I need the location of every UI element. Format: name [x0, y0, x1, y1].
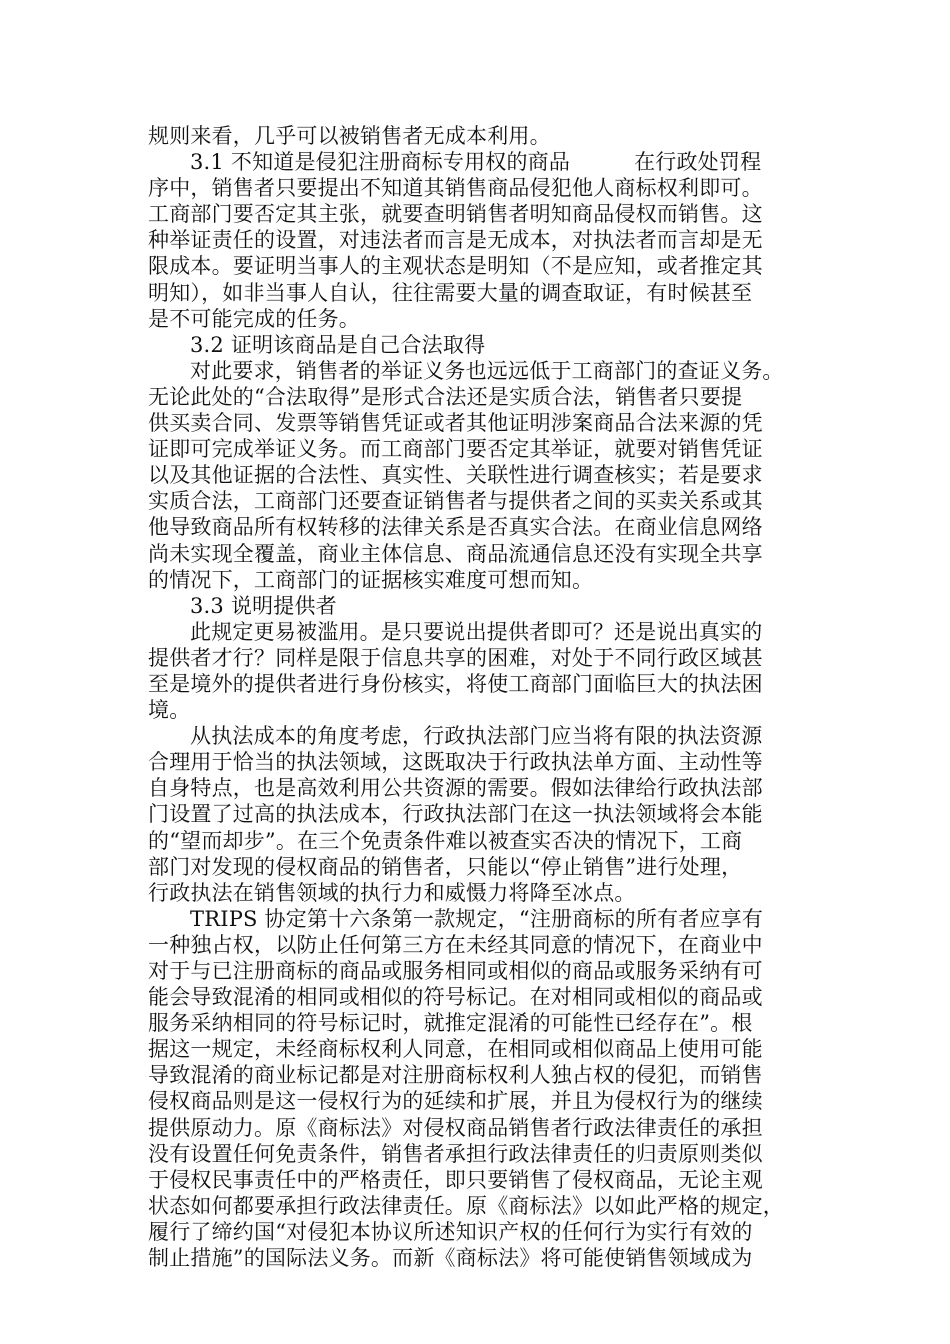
text-line: 他导致商品所有权转移的法律关系是否真实合法。在商业信息网络	[148, 515, 763, 540]
text-line: 据这一规定，未经商标权利人同意，在相同或相似商品上使用可能	[148, 1037, 763, 1062]
text-line: 门设置了过高的执法成本，行政执法部门在这一执法领域将会本能	[148, 802, 763, 827]
text-line: 制止措施”的国际法义务。而新《商标法》将可能使销售领域成为	[148, 1246, 753, 1271]
section-heading-line	[148, 149, 802, 175]
text-line: 履行了缔约国“对侵犯本协议所述知识产权的任何行为实行有效的	[148, 1219, 753, 1244]
text-line: 没有设置任何免责条件，销售者承担行政法律责任的归责原则类似	[148, 1141, 763, 1166]
text-line: 尚未实现全覆盖，商业主体信息、商品流通信息还没有实现全共享	[148, 541, 763, 566]
text-line: 于侵权民事责任中的严格责任，即只要销售了侵权商品，无论主观	[148, 1167, 763, 1192]
text-fragment: 在行政处罚程	[634, 150, 762, 175]
text-line: 状态如何都要承担行政法律责任。原《商标法》以如此严格的规定，	[148, 1193, 784, 1218]
text-line: 实质合法，工商部门还要查证销售者与提供者之间的买卖关系或其	[148, 489, 763, 514]
text-line: 供买卖合同、发票等销售凭证或者其他证明涉案商品合法来源的凭	[148, 411, 763, 436]
text-line: 序中，销售者只要提出不知道其销售商品侵犯他人商标权利即可。	[148, 176, 763, 201]
section-heading-3-1: 3.1 不知道是侵犯注册商标专用权的商品	[190, 150, 571, 175]
text-line: 限成本。要证明当事人的主观状态是明知（不是应知，或者推定其	[148, 254, 763, 279]
document-body	[148, 123, 802, 1297]
text-line: 一种独占权，以防止任何第三方在未经其同意的情况下，在商业中	[148, 932, 763, 957]
text-line: 导致混淆的商业标记都是对注册商标权利人独占权的侵犯，而销售	[148, 1063, 763, 1088]
text-line: 以及其他证据的合法性、真实性、关联性进行调查核实；若是要求	[148, 463, 763, 488]
text-line: 合理用于恰当的执法领域，这既取决于行政执法单方面、主动性等	[148, 750, 763, 775]
text-line: 提供者才行？同样是限于信息共享的困难，对处于不同行政区域甚	[148, 645, 763, 670]
text-line: 是不可能完成的任务。	[148, 306, 360, 331]
text-line: 规则来看，几乎可以被销售者无成本利用。	[148, 124, 551, 148]
text-line: 境。	[148, 698, 191, 723]
text-line: TRIPS 协定第十六条第一款规定，“注册商标的所有者应享有	[190, 906, 764, 931]
text-line: 种举证责任的设置，对违法者而言是无成本，对执法者而言却是无	[148, 228, 763, 253]
text-line: 部门对发现的侵权商品的销售者，只能以“停止销售”进行处理，	[148, 854, 743, 879]
text-line: 此规定更易被滥用。是只要说出提供者即可？还是说出真实的	[190, 619, 763, 644]
text-line: 明知），如非当事人自认，往往需要大量的调查取证，有时候甚至	[148, 280, 753, 305]
text-line: 对此要求，销售者的举证义务也远远低于工商部门的查证义务。	[190, 358, 784, 383]
text-line: 的“望而却步”。在三个免责条件难以被查实否决的情况下，工商	[148, 828, 743, 853]
text-line	[148, 1271, 802, 1297]
section-heading-3-3: 3.3 说明提供者	[190, 593, 337, 618]
text-line: 的情况下，工商部门的证据核实难度可想而知。	[148, 567, 594, 592]
section-heading-3-2: 3.2 证明该商品是自己合法取得	[190, 332, 486, 357]
text-line: 对于与已注册商标的商品或服务相同或相似的商品或服务采纳有可	[148, 959, 763, 983]
text-line: 侵权商品则是这一侵权行为的延续和扩展，并且为侵权行为的继续	[148, 1089, 763, 1114]
text-line: 无论此处的“合法取得”是形式合法还是实质合法，销售者只要提	[148, 384, 743, 409]
text-line: 能会导致混淆的相同或相似的符号标记。在对相同或相似的商品或	[148, 985, 763, 1010]
text-line: 工商部门要否定其主张，就要查明销售者明知商品侵权而销售。这	[148, 202, 763, 227]
text-line: 至是境外的提供者进行身份核实，将使工商部门面临巨大的执法困	[148, 671, 763, 696]
text-line: 服务采纳相同的符号标记时，就推定混淆的可能性已经存在”。根	[148, 1011, 753, 1036]
text-line: 从执法成本的角度考虑，行政执法部门应当将有限的执法资源	[190, 724, 763, 749]
text-line: 行政执法在销售领域的执行力和威慑力将降至冰点。	[148, 880, 636, 905]
text-line: 自身特点，也是高效利用公共资源的需要。假如法律给行政执法部	[148, 776, 763, 801]
text-line: 提供原动力。原《商标法》对侵权商品销售者行政法律责任的承担	[148, 1115, 763, 1140]
text-line: 证即可完成举证义务。而工商部门要否定其举证，就要对销售凭证	[148, 437, 763, 462]
